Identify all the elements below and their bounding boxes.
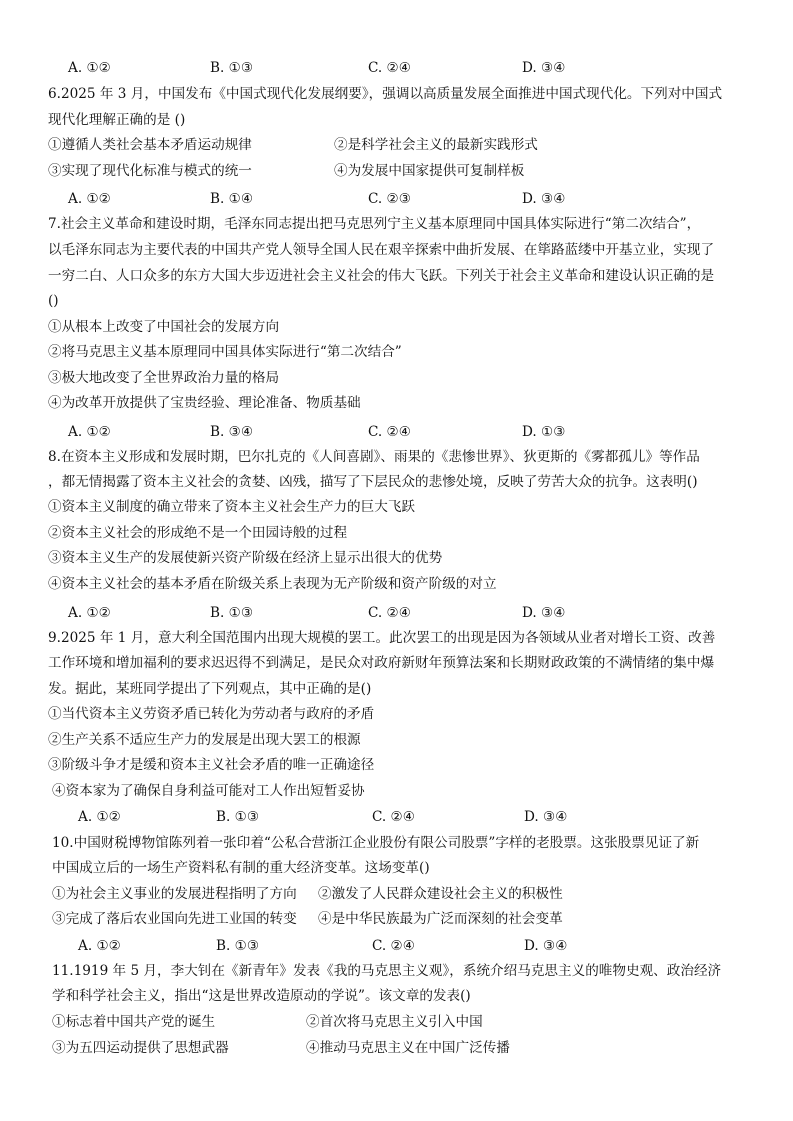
q11-item-4: ④推动马克思主义在中国广泛传播 bbox=[306, 1040, 510, 1056]
q9-item-3: ③阶级斗争才是缓和资本主义社会矛盾的唯一正确途径 bbox=[48, 757, 375, 773]
q11-item-1: ①标志着中国共产党的诞生 bbox=[52, 1014, 216, 1030]
q11-stem-line: 11.1919 年 5 月，李大钊在《新青年》发表《我的马克思主义观》，系统介绍马克思主义的唯物史观、政治经济 bbox=[52, 963, 722, 979]
q6-item-1: ①遵循人类社会基本矛盾运动规律 bbox=[48, 137, 252, 153]
q8-option-b[interactable]: B. ①③ bbox=[210, 605, 254, 621]
q9-item-4: ④资本家为了确保自身利益可能对工人作出短暂妥协 bbox=[52, 783, 365, 799]
q9-option-d[interactable]: D. ③④ bbox=[524, 809, 568, 825]
q7-item-3: ③极大地改变了全世界政治力量的格局 bbox=[48, 370, 280, 386]
q6-option-c[interactable]: C. ②③ bbox=[368, 191, 411, 207]
q11-item-2: ②首次将马克思主义引入中国 bbox=[306, 1014, 483, 1030]
q10-option-c[interactable]: C. ②④ bbox=[372, 938, 415, 954]
q9-item-1: ①当代资本主义劳资矛盾已转化为劳动者与政府的矛盾 bbox=[48, 706, 375, 722]
q5-option-a[interactable]: A. ①② bbox=[68, 60, 111, 76]
q7-stem-line: 7.社会主义革命和建设时期，毛泽东同志提出把马克思列宁主义基本原理同中国具体实际进行“第二次结合”， bbox=[48, 216, 701, 232]
q8-stem-line: ，都无情揭露了资本主义社会的贪婪、凶残，描写了下层民众的悲惨处境，反映了劳苦大众的抗争。这表明() bbox=[48, 474, 698, 490]
q8-option-d[interactable]: D. ③④ bbox=[522, 605, 566, 621]
q9-stem-line: 9.2025 年 1 月，意大利全国范围内出现大规模的罢工。此次罢工的出现是因为各领域从业者对增长工资、改善 bbox=[48, 630, 716, 646]
q7-option-d[interactable]: D. ①③ bbox=[522, 424, 566, 440]
q6-option-b[interactable]: B. ①④ bbox=[210, 191, 254, 207]
q9-item-2: ②生产关系不适应生产力的发展是出现大罢工的根源 bbox=[48, 732, 361, 748]
q10-option-b[interactable]: B. ①③ bbox=[216, 938, 260, 954]
q5-option-b[interactable]: B. ①③ bbox=[210, 60, 254, 76]
q9-stem-line: 发。据此，某班同学提出了下列观点，其中正确的是() bbox=[48, 681, 372, 697]
q6-item-3: ③实现了现代化标准与模式的统一 bbox=[48, 163, 252, 179]
q9-option-a[interactable]: A. ①② bbox=[78, 809, 121, 825]
q7-stem-line: 一穷二白、人口众多的东方大国大步迈进社会主义社会的伟大飞跃。下列关于社会主义革命和建设认识正确的是 bbox=[48, 268, 715, 284]
q7-item-1: ①从根本上改变了中国社会的发展方向 bbox=[48, 319, 280, 335]
q11-stem-line: 学和科学社会主义，指出“这是世界改造原动的学说”。该文章的发表() bbox=[52, 988, 471, 1004]
q8-item-4: ④资本主义社会的基本矛盾在阶级关系上表现为无产阶级和资产阶级的对立 bbox=[48, 576, 497, 592]
q10-item-4: ④是中华民族最为广泛而深刻的社会变革 bbox=[318, 911, 563, 927]
q8-option-c[interactable]: C. ②④ bbox=[368, 605, 411, 621]
q8-item-3: ③资本主义生产的发展使新兴资产阶级在经济上显示出很大的优势 bbox=[48, 550, 443, 566]
q6-stem-line: 6.2025 年 3 月，中国发布《中国式现代化发展纲要》，强调以高质量发展全面推进中国式现代化。下列对中国式 bbox=[48, 86, 723, 102]
q10-item-1: ①为社会主义事业的发展进程指明了方向 bbox=[52, 886, 297, 902]
q7-item-4: ④为改革开放提供了宝贵经验、理论准备、物质基础 bbox=[48, 395, 361, 411]
q10-stem-line: 10.中国财税博物馆陈列着一张印着“公私合营浙江企业股份有限公司股票”字样的老股票。这张股票见证了新 bbox=[52, 835, 700, 851]
q6-option-d[interactable]: D. ③④ bbox=[522, 191, 566, 207]
q6-item-4: ④为发展中国家提供可复制样板 bbox=[334, 163, 525, 179]
q10-option-a[interactable]: A. ①② bbox=[78, 938, 121, 954]
q7-option-a[interactable]: A. ①② bbox=[68, 424, 111, 440]
q5-option-c[interactable]: C. ②④ bbox=[368, 60, 411, 76]
q8-item-1: ①资本主义制度的确立带来了资本主义社会生产力的巨大飞跃 bbox=[48, 499, 416, 515]
q5-option-d[interactable]: D. ③④ bbox=[522, 60, 566, 76]
q9-stem-line: 工作环境和增加福利的要求迟迟得不到满足，是民众对政府新财年预算法案和长期财政政策的不满情绪的集中爆 bbox=[48, 655, 715, 671]
q7-item-2: ②将马克思主义基本原理同中国具体实际进行“第二次结合” bbox=[48, 344, 402, 360]
q8-option-a[interactable]: A. ①② bbox=[68, 605, 111, 621]
q7-option-b[interactable]: B. ③④ bbox=[210, 424, 254, 440]
q10-option-d[interactable]: D. ③④ bbox=[524, 938, 568, 954]
q6-item-2: ②是科学社会主义的最新实践形式 bbox=[334, 137, 538, 153]
q6-stem-line: 现代化理解正确的是 () bbox=[48, 112, 186, 128]
q7-option-c[interactable]: C. ②④ bbox=[368, 424, 411, 440]
q8-item-2: ②资本主义社会的形成绝不是一个田园诗般的过程 bbox=[48, 525, 348, 541]
q6-option-a[interactable]: A. ①② bbox=[68, 191, 111, 207]
q11-item-3: ③为五四运动提供了思想武器 bbox=[52, 1040, 229, 1056]
q10-item-3: ③完成了落后农业国向先进工业国的转变 bbox=[52, 911, 297, 927]
q8-stem-line: 8.在资本主义形成和发展时期，巴尔扎克的《人间喜剧》、雨果的《悲惨世界》、狄更斯的《雾都孤儿》等作品 bbox=[48, 449, 700, 465]
q7-stem-line: () bbox=[48, 293, 59, 309]
q10-item-2: ②激发了人民群众建设社会主义的积极性 bbox=[318, 886, 563, 902]
q10-stem-line: 中国成立后的一场生产资料私有制的重大经济变革。这场变革() bbox=[52, 860, 430, 876]
q7-stem-line: 以毛泽东同志为主要代表的中国共产党人领导全国人民在艰辛探索中曲折发展、在筚路蓝缕中开基立业，实现了 bbox=[48, 242, 715, 258]
q9-option-b[interactable]: B. ①③ bbox=[216, 809, 260, 825]
q9-option-c[interactable]: C. ②④ bbox=[372, 809, 415, 825]
